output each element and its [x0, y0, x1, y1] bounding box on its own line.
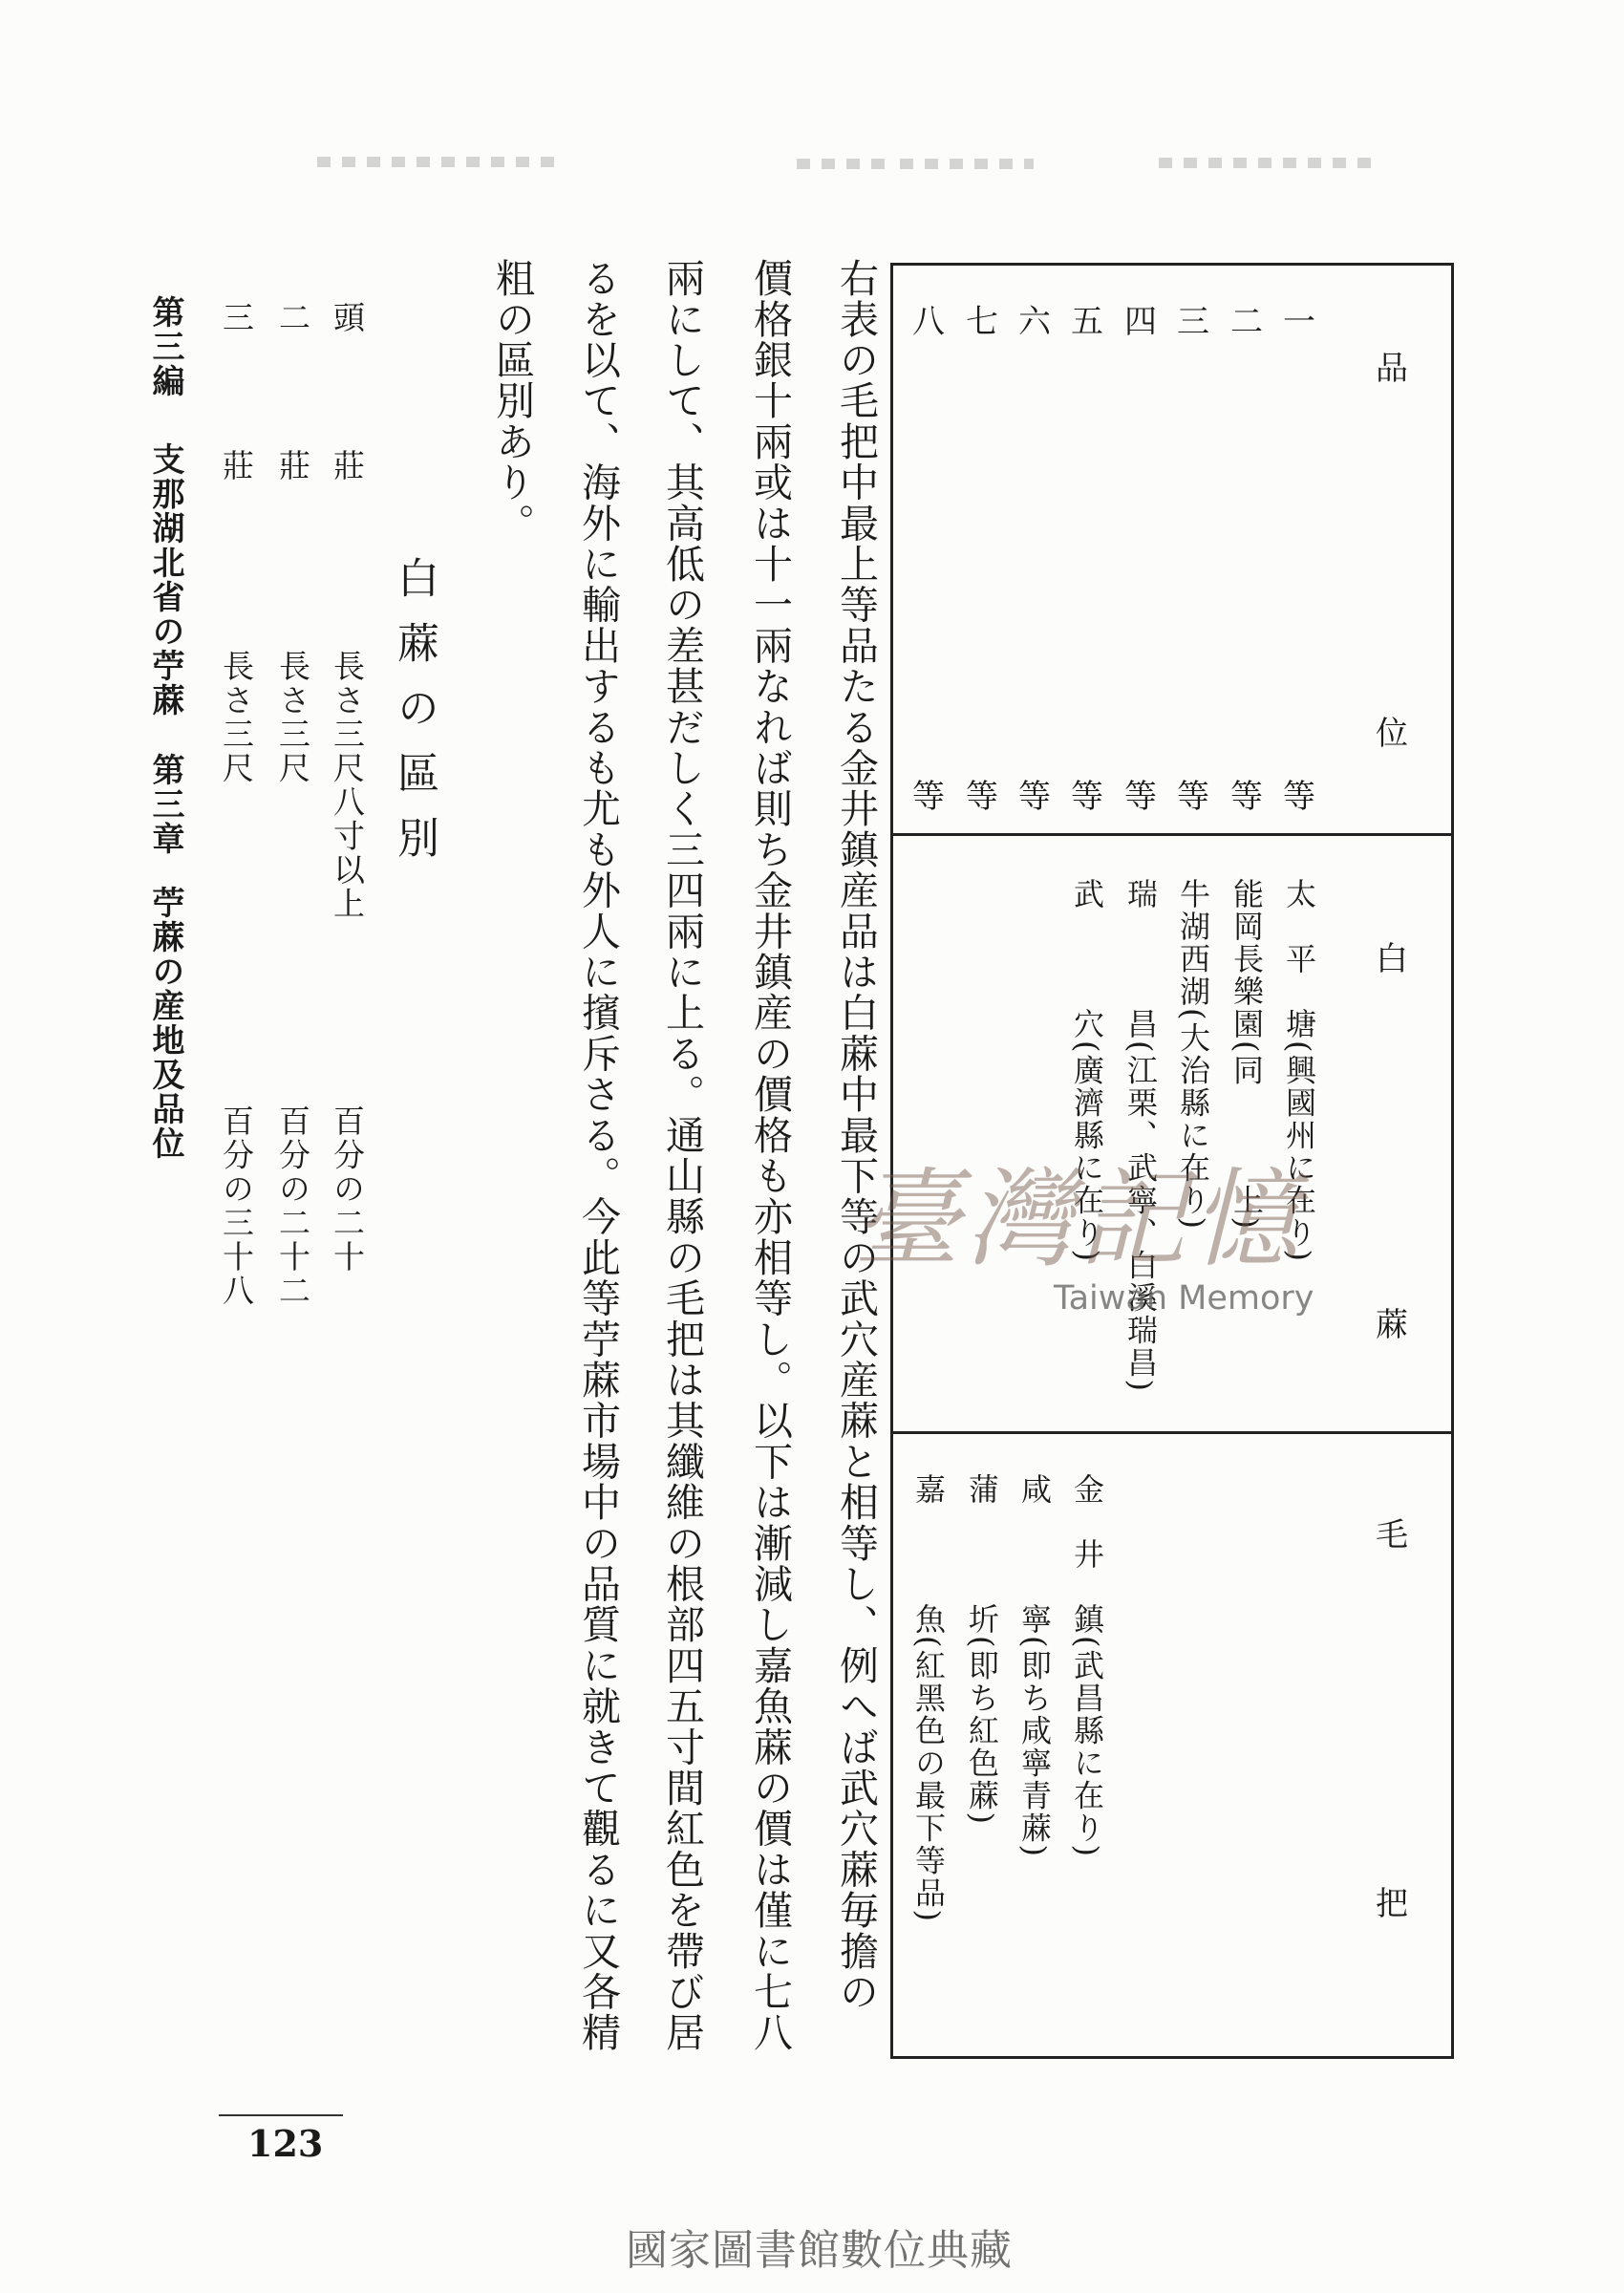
white-ramie-entry: 瑞 昌(江栗、武寧、白溪瑞昌)	[1122, 878, 1159, 1393]
body-text-line: 價格銀十兩或は十一兩なれば則ち金井鎮産の價格も亦相等し。以下は漸減し嘉魚蔴の價は僅に七八	[747, 258, 793, 2053]
rank-label	[1228, 303, 1266, 816]
grade-suffix: 莊	[274, 449, 311, 483]
glyph: 等	[1283, 778, 1315, 816]
section-heading: 白蔴の區別	[390, 556, 438, 881]
watermark-subtitle: Taiwan Memory	[1054, 1279, 1314, 1318]
glyph: 五	[1071, 303, 1103, 341]
glyph: 八	[912, 303, 945, 341]
grade-suffix: 莊	[218, 449, 255, 483]
glyph: 白	[1376, 940, 1408, 978]
bleed-through-marks	[900, 159, 1034, 169]
glyph: 等	[1071, 778, 1103, 816]
rank-label	[963, 303, 1001, 816]
rank-label	[1280, 303, 1318, 816]
grade-length: 長さ三尺	[274, 650, 311, 785]
glyph: 等	[1177, 778, 1209, 816]
white-ramie-entry: 武 穴(廣濟縣に在り)	[1069, 878, 1105, 1263]
body-text-line: 粗の區別あり。	[489, 258, 535, 544]
glyph: 四	[1124, 303, 1157, 341]
glyph: 一	[1283, 303, 1315, 341]
rank-label	[1015, 303, 1054, 816]
grade-name: 二	[274, 301, 311, 335]
white-ramie-entry: 太 平 塘(興國州に在り)	[1281, 878, 1317, 1263]
page-number: 123	[247, 2122, 324, 2165]
rough-ramie-entry: 金 井 鎮(武昌縣に在り)	[1069, 1473, 1105, 1858]
glyph: 品	[1376, 350, 1408, 388]
running-head-part: 第三編	[146, 295, 184, 398]
body-text-line: るを以て、海外に輸出するも尤も外人に擯斥さる。今此等苧蔴市場中の品質に就きて觀るに又各精	[575, 258, 621, 2053]
glyph: 等	[912, 778, 945, 816]
bleed-through-marks	[797, 159, 886, 169]
glyph: 等	[966, 778, 998, 816]
body-text-line: 右表の毛把中最上等品たる金井鎮産品は白蔴中最下等の武穴産蔴と相等し、例へば武穴蔴毎擔の	[833, 258, 879, 2013]
glyph: 把	[1376, 1885, 1408, 1923]
glyph: 等	[1018, 778, 1051, 816]
glyph: 二	[1230, 303, 1263, 341]
running-head-chapter: 第三章	[146, 753, 184, 856]
grade-name: 頭	[329, 301, 366, 335]
table-divider	[890, 1431, 1454, 1434]
glyph: 六	[1018, 303, 1051, 341]
glyph: 等	[1124, 778, 1157, 816]
table-divider	[890, 833, 1454, 836]
rank-label	[1174, 303, 1212, 816]
bleed-through-marks	[1159, 158, 1374, 168]
glyph: 三	[1177, 303, 1209, 341]
grade-suffix: 莊	[329, 449, 366, 483]
glyph: 蔴	[1376, 1306, 1408, 1344]
grade-ratio: 百分の二十	[329, 1104, 366, 1275]
white-ramie-entry: 能岡長樂園(同 上)	[1229, 878, 1265, 1231]
rank-label	[1122, 303, 1160, 816]
glyph: 等	[1230, 778, 1263, 816]
grade-length: 長さ三尺	[218, 650, 255, 785]
body-text-line: 兩にして、其高低の差甚だしく三四兩に上る。通山縣の毛把は其纖維の根部四五寸間紅色を帶び居	[659, 258, 705, 2053]
archive-footer: 國家圖書館數位典藏	[626, 2226, 1013, 2275]
bleed-through-marks	[317, 157, 561, 167]
grade-length: 長さ三尺八寸以上	[329, 650, 366, 921]
grade-name: 三	[218, 301, 255, 335]
table-header-grade	[1373, 350, 1411, 753]
rough-ramie-entry: 嘉 魚(紅黑色の最下等品)	[910, 1473, 947, 1923]
watermark-logo: 臺灣記憶	[853, 1158, 1304, 1282]
grade-ratio: 百分の三十八	[218, 1104, 255, 1308]
glyph: 七	[966, 303, 998, 341]
grade-ratio: 百分の二十二	[274, 1104, 311, 1308]
table-header-white-ramie	[1373, 940, 1411, 1344]
rank-label	[909, 303, 948, 816]
white-ramie-entry: 牛湖西湖(大治縣に在り)	[1175, 878, 1211, 1231]
glyph: 位	[1376, 715, 1408, 753]
running-head-chapter-title: 苧蔴の産地及品位	[146, 886, 184, 1161]
table-header-rough-ramie	[1373, 1516, 1411, 1923]
rough-ramie-entry: 蒲 圻(即ち紅色蔴)	[964, 1473, 1000, 1826]
rank-label	[1068, 303, 1106, 816]
glyph: 毛	[1376, 1516, 1408, 1554]
running-head-part-title: 支那湖北省の苧蔴	[146, 442, 184, 718]
page-number-rule	[219, 2114, 343, 2116]
rough-ramie-entry: 咸 寧(即ち咸寧青蔴)	[1016, 1473, 1053, 1858]
